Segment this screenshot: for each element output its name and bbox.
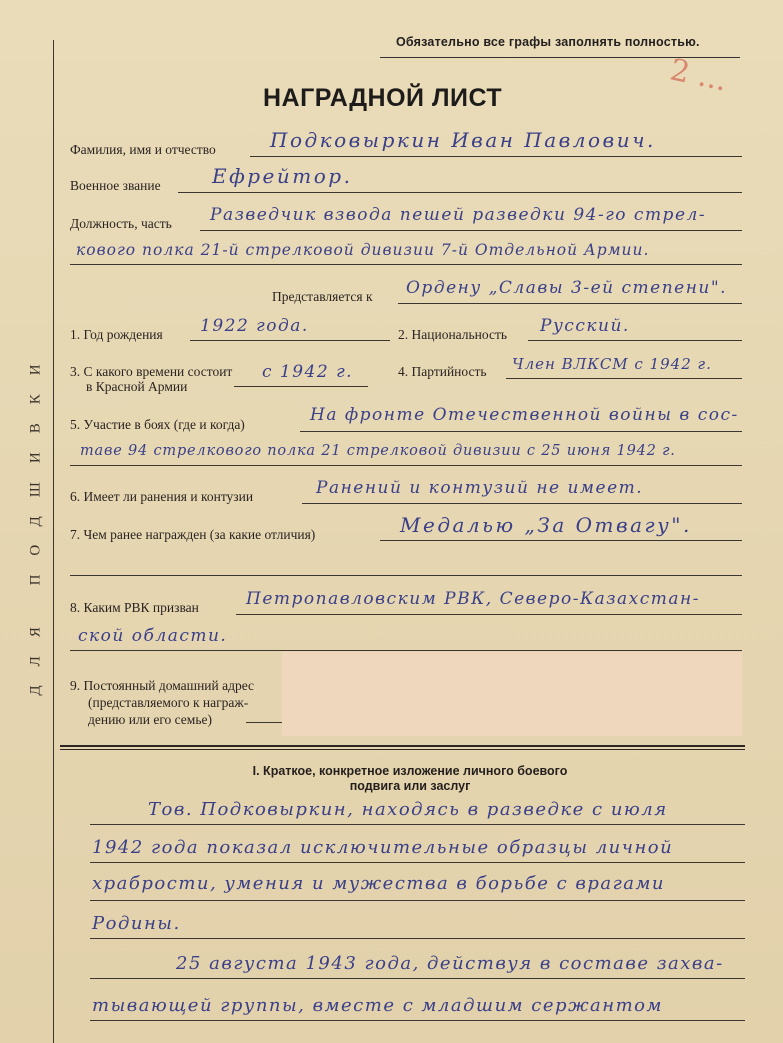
awards-underline-1: [380, 540, 742, 541]
name-label: Фамилия, имя и отчество: [70, 142, 216, 157]
rvk-label: 8. Каким РВК призван: [70, 600, 199, 615]
position-underline-2: [70, 264, 742, 265]
red-pencil-mark: 2 ...: [666, 52, 731, 99]
narrative-line-3: храбрости, умения и мужества в борьбе с врагами: [92, 873, 665, 894]
narrative-rule-5: [90, 978, 745, 979]
battles-value-line2: таве 94 стрелкового полка 21 стрелковой дивизии с 25 июня 1942 г.: [80, 443, 676, 459]
name-value: Подковыркин Иван Павлович.: [270, 128, 656, 152]
position-value-line1: Разведчик взвода пешей разведки 94-го стрел-: [210, 205, 707, 225]
narrative-line-1: Тов. Подковыркин, находясь в разведке с июля: [148, 799, 668, 820]
wounds-value: Ранений и контузий не имеет.: [316, 478, 644, 498]
birth-year-value: 1922 года.: [200, 316, 309, 336]
name-underline: [250, 156, 742, 157]
position-label: Должность, часть: [70, 216, 172, 231]
narrative-line-2: 1942 года показал исключительные образцы личной: [92, 837, 674, 858]
army-since-label-2: в Красной Армии: [86, 379, 188, 394]
party-label: 4. Партийность: [398, 364, 487, 379]
rvk-value-line2: ской области.: [78, 626, 228, 646]
rank-underline: [178, 192, 742, 193]
awards-label: 7. Чем ранее награжден (за какие отличия): [70, 527, 316, 542]
narrative-rule-6: [90, 1020, 745, 1021]
birth-year-underline: [190, 340, 390, 341]
party-underline: [506, 378, 742, 379]
address-redaction: [282, 652, 742, 736]
narrative-line-5: 25 августа 1943 года, действуя в составе захва-: [176, 953, 724, 974]
battles-underline-2: [70, 465, 742, 466]
section-separator-bottom: [60, 749, 745, 750]
narrative-line-6: тывающей группы, вместе с младшим сержантом: [92, 995, 663, 1016]
nominated-value: Ордену „Славы 3-ей степени".: [406, 278, 728, 298]
nominated-label: Представляется к: [272, 289, 373, 304]
binding-margin-label: [18, 260, 54, 780]
narrative-line-4: Родины.: [92, 913, 181, 934]
address-label-1: 9. Постоянный домашний адрес: [70, 678, 255, 693]
awards-underline-2: [70, 575, 742, 576]
battles-label: 5. Участие в боях (где и когда): [70, 417, 245, 432]
section1-title-line1: I. Краткое, конкретное изложение личного боевого: [252, 764, 568, 778]
narrative-rule-3: [90, 900, 745, 901]
binding-margin-text: ДЛЯ ПОДШИВКИ: [27, 344, 44, 696]
wounds-underline: [302, 503, 742, 504]
position-value-line2: кового полка 21-й стрелковой дивизии 7-й Отдельной Армии.: [76, 241, 650, 259]
army-since-value: с 1942 г.: [262, 362, 354, 382]
rvk-underline-1: [236, 614, 742, 615]
fill-all-fields-note: Обязательно все графы заполнять полностью.: [396, 35, 700, 49]
document-title: НАГРАДНОЙ ЛИСТ: [263, 84, 503, 112]
address-label-2: (представляемого к награж-: [88, 695, 249, 710]
address-underline: [246, 722, 286, 723]
address-label-3: дению или его семье): [88, 712, 212, 727]
nationality-value: Русский.: [540, 316, 630, 336]
narrative-rule-1: [90, 824, 745, 825]
section-separator-top: [60, 745, 745, 747]
narrative-rule-2: [90, 862, 745, 863]
rank-value: Ефрейтор.: [212, 164, 353, 188]
rank-label: Военное звание: [70, 178, 161, 193]
nationality-underline: [528, 340, 742, 341]
battles-underline-1: [300, 431, 742, 432]
army-since-underline: [234, 386, 368, 387]
nominated-underline: [398, 303, 742, 304]
rvk-value-line1: Петропавловским РВК, Северо-Казахстан-: [246, 589, 700, 609]
party-value: Член ВЛКСМ с 1942 г.: [512, 355, 712, 373]
section1-title-line2: подвига или заслуг: [349, 779, 471, 793]
rvk-underline-2: [70, 650, 742, 651]
wounds-label: 6. Имеет ли ранения и контузии: [70, 489, 254, 504]
awards-value: Медалью „За Отвагу".: [400, 513, 692, 537]
narrative-rule-4: [90, 938, 745, 939]
nationality-label: 2. Национальность: [398, 327, 508, 342]
birth-year-label: 1. Год рождения: [70, 327, 163, 342]
position-underline-1: [200, 230, 742, 231]
battles-value-line1: На фронте Отечественной войны в сос-: [310, 405, 739, 425]
army-since-label-1: 3. С какого времени состоит: [70, 364, 233, 379]
